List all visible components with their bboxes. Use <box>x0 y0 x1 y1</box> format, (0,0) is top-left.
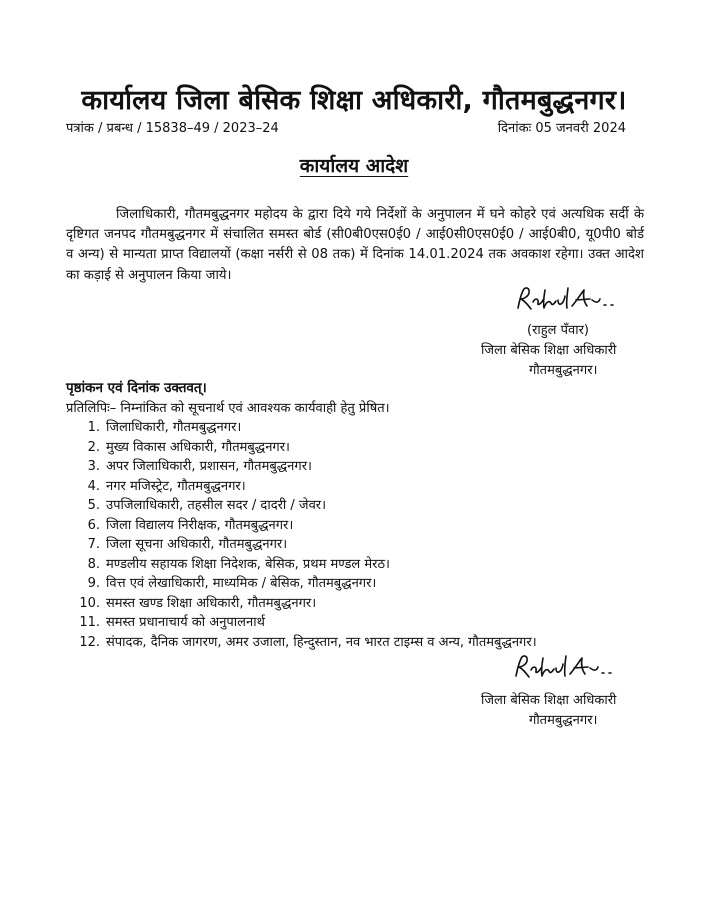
recipient-item: 1. जिलाधिकारी, गौतमबुद्धनगर। <box>87 420 242 435</box>
recipient-item: 10. समस्त खण्ड शिक्षा अधिकारी, गौतमबुद्धनगर। <box>79 595 317 611</box>
order-heading-wrapper <box>0 152 708 178</box>
second-signatory-place: गौतमबुद्धनगर। <box>529 713 598 728</box>
recipient-item: 2. मुख्य विकास अधिकारी, गौतमबुद्धनगर। <box>87 439 290 455</box>
second-signature-image <box>510 652 620 684</box>
second-signatory-designation: जिला बेसिक शिक्षा अधिकारी <box>481 693 617 708</box>
endorsement-title: पृष्ठांकन एवं दिनांक उक्तवत्। <box>66 380 207 396</box>
recipient-item: 8. मण्डलीय सहायक शिक्षा निदेशक, बेसिक, प्रथम मण्डल मेरठ। <box>87 556 390 572</box>
order-body-paragraph: जिलाधिकारी, गौतमबुद्धनगर महोदय के द्वारा दिये गये निर्देशों के अनुपालन में घने कोहरे एवं अत्यधिक सर्दी के दृष्टिगत जनपद गौतमबुद्धनगर में संचालित समस्त बोर्ड (सी0बी0एस0ई0 / आई0सी0एस0ई0 / आई0बी0, यू0पी0 बोर्ड व अन्य) से मान्यता प्राप्त विद्यालयों (कक्षा नर्सरी से 08 तक) में दिनांक 14.01.2024 तक अवकाश रहेगा। उक्त आदेश का कड़ाई से अनुपालन किया जाये। <box>66 207 644 283</box>
letter-reference-number: पत्रांक / प्रबन्ध / 15838–49 / 2023–24 <box>66 121 279 136</box>
recipient-item: 12. संपादक, दैनिक जागरण, अमर उजाला, हिन्दुस्तान, नव भारत टाइम्स व अन्य, गौतमबुद्धनगर। <box>79 634 537 650</box>
recipient-item: 7. जिला सूचना अधिकारी, गौतमबुद्धनगर। <box>87 537 288 552</box>
signature-image <box>512 284 622 316</box>
signatory-name: (राहुल पँवार) <box>527 323 589 338</box>
signatory-designation: जिला बेसिक शिक्षा अधिकारी <box>481 343 617 358</box>
office-title: कार्यालय जिला बेसिक शिक्षा अधिकारी, गौतमबुद्धनगर। <box>81 85 627 116</box>
recipient-item: 5. उपजिलाधिकारी, तहसील सदर / दादरी / जेवर। <box>87 498 327 513</box>
recipient-item: 9. वित्त एवं लेखाधिकारी, माध्यमिक / बेसिक, गौतमबुद्धनगर। <box>87 576 377 591</box>
signatory-place: गौतमबुद्धनगर। <box>529 363 598 378</box>
letter-date: दिनांकः 05 जनवरी 2024 <box>497 121 626 136</box>
recipient-item: 3. अपर जिलाधिकारी, प्रशासन, गौतमबुद्धनगर। <box>87 459 312 474</box>
recipient-item: 6. जिला विद्यालय निरीक्षक, गौतमबुद्धनगर। <box>87 517 294 533</box>
copy-note: प्रतिलिपिः– निम्नांकित को सूचनार्थ एवं आवश्यक कार्यवाही हेतु प्रेषित। <box>66 401 390 416</box>
recipient-item: 4. नगर मजिस्ट्रेट, गौतमबुद्धनगर। <box>87 478 246 494</box>
recipient-item: 11. समस्त प्रधानाचार्य को अनुपालनार्थ <box>79 615 265 630</box>
recipient-list <box>66 418 537 652</box>
order-heading: कार्यालय आदेश <box>299 155 409 177</box>
